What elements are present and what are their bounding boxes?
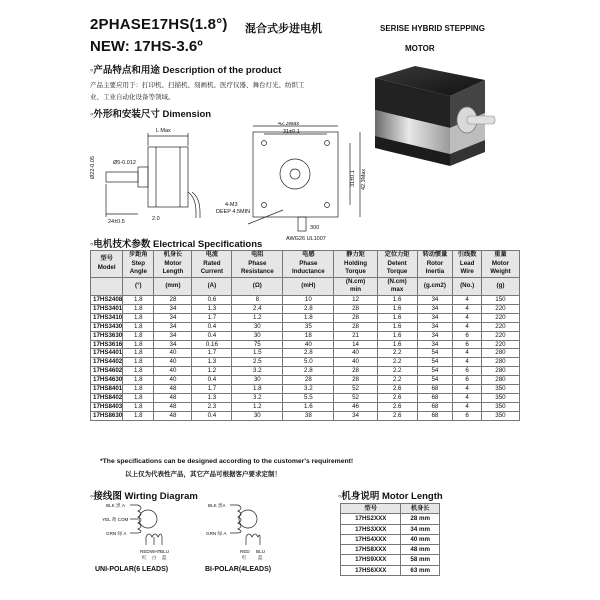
bipolar-caption: BI-POLAR(4LEADS)	[205, 566, 272, 573]
table-cell: 1.8	[123, 411, 154, 420]
table-cell: 1.3	[192, 393, 232, 402]
dim-l-max: L Max	[156, 128, 171, 134]
table-cell: 1.8	[123, 349, 154, 358]
table-cell: 28	[334, 313, 377, 322]
description-heading: ◦产品特点和用途 Description of the product	[90, 65, 282, 76]
table-cell: 1.8	[232, 385, 283, 394]
header-holding-torque: 静力矩 Holding Torque	[334, 251, 377, 278]
table-cell: 1.2	[232, 402, 283, 411]
table-cell: 0.16	[192, 340, 232, 349]
table-cell: 17HS2408	[91, 295, 123, 304]
table-cell: 68	[417, 402, 453, 411]
bullet-icon: ◦	[338, 491, 342, 502]
dim-boss: Ø22-0.05	[90, 156, 96, 179]
table-cell: 28	[334, 322, 377, 331]
table-cell: 28	[334, 304, 377, 313]
table-cell: 17HS4XXX	[341, 534, 401, 544]
bi-label-red-cn: 红	[242, 555, 247, 560]
table-cell: 34	[154, 304, 192, 313]
table-cell: 40	[334, 349, 377, 358]
uni-label-red-cn: 红	[142, 555, 147, 560]
table-cell: 17HS8403	[91, 402, 123, 411]
header-rated-current: 电流 Rated Current	[192, 251, 232, 278]
motor-length-table	[340, 503, 440, 576]
dim-hole-spacing: 31±0.1	[283, 129, 300, 135]
table-row	[91, 340, 520, 349]
uni-label-red: RED	[140, 549, 150, 554]
table-cell: 2.8	[283, 367, 334, 376]
table-cell: 1.8	[283, 313, 334, 322]
table-cell: 1.6	[377, 313, 417, 322]
uni-label-blu: BLU	[160, 549, 169, 554]
spec-table-body	[91, 295, 520, 420]
table-cell: 1.6	[377, 295, 417, 304]
dim-lead: 300	[310, 225, 320, 231]
table-cell: 280	[481, 349, 519, 358]
table-cell: 5.0	[283, 358, 334, 367]
table-cell: 52	[334, 385, 377, 394]
table-cell: 40	[283, 340, 334, 349]
table-cell: 28	[334, 367, 377, 376]
unit-rated-current: (A)	[192, 277, 232, 295]
table-cell: 34	[417, 322, 453, 331]
uni-label-blk: BLK 黑 A	[106, 503, 125, 508]
table-cell: 4	[453, 402, 482, 411]
table-cell: 68	[417, 393, 453, 402]
table-row	[91, 376, 520, 385]
bi-label-blu: BLU	[256, 549, 265, 554]
table-cell: 2.6	[377, 402, 417, 411]
uni-label-wht-cn: 白	[152, 555, 157, 560]
table-cell: 4	[453, 304, 482, 313]
table-cell: 2.6	[377, 393, 417, 402]
table-cell: 17HS9XXX	[341, 555, 401, 565]
title-line-2: NEW: 17HS-3.6º	[90, 38, 203, 55]
table-cell: 220	[481, 322, 519, 331]
table-cell: 3.2	[232, 393, 283, 402]
table-cell: 17HS3630	[91, 331, 123, 340]
table-cell: 1.6	[377, 340, 417, 349]
table-cell: 1.7	[192, 313, 232, 322]
dim-width-max: 42.3Max	[278, 122, 300, 127]
table-cell: 40	[154, 367, 192, 376]
table-cell: 350	[481, 393, 519, 402]
table-cell: 2.5	[232, 358, 283, 367]
motor-label: MOTOR	[405, 44, 435, 53]
table-cell: 350	[481, 402, 519, 411]
dim-wire: AWG26 UL1007	[286, 236, 326, 242]
title-chinese: 混合式步进电机	[245, 23, 322, 35]
table-cell: 150	[481, 295, 519, 304]
table-cell: 34	[417, 295, 453, 304]
unit-step-angle: (°)	[123, 277, 154, 295]
table-row	[341, 555, 440, 565]
table-cell: 18	[283, 331, 334, 340]
series-label: SERISE HYBRID STEPPING	[380, 24, 485, 33]
unit-motor-length: (mm)	[154, 277, 192, 295]
table-cell: 28	[283, 376, 334, 385]
table-cell: 17HS3616	[91, 340, 123, 349]
table-cell: 4	[453, 349, 482, 358]
table-cell: 0.4	[192, 322, 232, 331]
uni-label-grn: GRN 绿 A	[106, 531, 127, 536]
table-cell: 17HS3401	[91, 304, 123, 313]
table-cell: 6	[453, 367, 482, 376]
table-cell: 28 mm	[401, 514, 440, 524]
table-cell: 2.3	[192, 402, 232, 411]
header-motor-length: 机身长 Motor Length	[154, 251, 192, 278]
table-row	[91, 367, 520, 376]
table-row	[91, 331, 520, 340]
table-cell: 1.7	[192, 385, 232, 394]
table-cell: 6	[453, 376, 482, 385]
table-cell: 35	[283, 322, 334, 331]
table-cell: 10	[283, 295, 334, 304]
dim-shaft: Ø5-0.012	[113, 160, 136, 166]
unit-lead-wire: (No.)	[453, 277, 482, 295]
table-cell: 0.6	[192, 295, 232, 304]
bullet-icon: ◦	[90, 491, 94, 502]
description-text: 产品主要应用于：打印机、扫描机、刻画机、医疗仪器、舞台灯光、纺织工业、工业自动化设备等领域。	[90, 82, 305, 101]
table-cell: 1.5	[232, 349, 283, 358]
table-cell: 30	[232, 376, 283, 385]
unit-rotor-inertia: (g.cm2)	[417, 277, 453, 295]
header-detent-torque: 定位力矩 Detent Torque	[377, 251, 417, 278]
table-cell: 54	[417, 349, 453, 358]
dim-two: 2.0	[152, 216, 160, 222]
table-cell: 1.3	[192, 358, 232, 367]
motor-length-heading: ◦机身说明 Motor Length	[338, 491, 443, 502]
table-row	[91, 411, 520, 420]
table-cell: 1.8	[123, 393, 154, 402]
electrical-heading: ◦电机技术参数 Electrical Specifications	[90, 239, 263, 250]
table-cell: 34	[417, 340, 453, 349]
table-cell: 5.5	[283, 393, 334, 402]
table-cell: 12	[334, 295, 377, 304]
bi-label-blk: BLK 黑A	[208, 503, 226, 508]
wiring-diagram	[88, 497, 328, 572]
table-cell: 40	[154, 376, 192, 385]
wiring-heading: ◦接线图 Wirting Diagram	[90, 491, 198, 502]
table-cell: 63 mm	[401, 565, 440, 575]
table-cell: 17HS6XXX	[341, 565, 401, 575]
table-cell: 1.8	[123, 385, 154, 394]
ml-header-model: 型号	[341, 504, 401, 514]
table-cell: 34	[417, 304, 453, 313]
table-cell: 1.6	[377, 331, 417, 340]
table-cell: 220	[481, 313, 519, 322]
spec-unit-row	[91, 277, 520, 295]
table-cell: 48	[154, 385, 192, 394]
header-phase-resistance: 电阻 Phase Resistance	[232, 251, 283, 278]
bullet-icon: ◦	[90, 239, 94, 250]
table-cell: 40	[334, 358, 377, 367]
table-cell: 34	[417, 313, 453, 322]
table-cell: 38	[283, 411, 334, 420]
table-cell: 2.2	[377, 367, 417, 376]
table-cell: 68	[417, 411, 453, 420]
title-line-1: 2PHASE17HS(1.8°)	[90, 16, 228, 33]
header-phase-inductance: 电感 Phase Inductance	[283, 251, 334, 278]
header-rotor-inertia: 转动惯量 Rotor Inertia	[417, 251, 453, 278]
motor-length-header-row	[341, 504, 440, 514]
table-cell: 30	[232, 322, 283, 331]
table-cell: 1.8	[123, 322, 154, 331]
table-cell: 1.8	[123, 367, 154, 376]
table-cell: 34	[154, 313, 192, 322]
dim-boss-len: 24±0.5	[108, 219, 125, 225]
table-row	[91, 358, 520, 367]
table-cell: 0.4	[192, 411, 232, 420]
table-row	[341, 514, 440, 524]
dim-screw: 4-M3	[225, 202, 238, 208]
table-cell: 34	[154, 340, 192, 349]
spec-header-row	[91, 251, 520, 278]
table-cell: 58 mm	[401, 555, 440, 565]
unipolar-caption: UNI-POLAR(6 LEADS)	[95, 566, 169, 573]
table-cell: 34	[154, 322, 192, 331]
table-cell: 17HS8XXX	[341, 545, 401, 555]
table-cell: 17HS4630	[91, 376, 123, 385]
table-cell: 220	[481, 304, 519, 313]
unit-motor-weight: (g)	[481, 277, 519, 295]
table-cell: 2.8	[283, 304, 334, 313]
table-cell: 17HS4602	[91, 367, 123, 376]
table-row	[341, 534, 440, 544]
note-english: *The specifications can be designed according to the customer's requirement!	[100, 458, 354, 465]
table-cell: 2.2	[377, 358, 417, 367]
table-cell: 1.8	[123, 295, 154, 304]
uni-label-yel: YEL 黄 COM	[102, 517, 129, 522]
table-cell: 8	[232, 295, 283, 304]
table-cell: 40 mm	[401, 534, 440, 544]
table-row	[91, 402, 520, 411]
uni-label-wht: WHT	[150, 549, 161, 554]
table-cell: 1.6	[377, 322, 417, 331]
table-cell: 2.6	[377, 411, 417, 420]
table-cell: 28	[154, 295, 192, 304]
table-cell: 40	[154, 358, 192, 367]
table-cell: 17HS4401	[91, 349, 123, 358]
table-cell: 17HS3410	[91, 313, 123, 322]
table-cell: 1.7	[192, 349, 232, 358]
dim-deep: DEEP 4.5MIN	[216, 209, 251, 215]
table-cell: 0.4	[192, 376, 232, 385]
unit-phase-resistance: (Ω)	[232, 277, 283, 295]
table-cell: 17HS2XXX	[341, 514, 401, 524]
electrical-spec-table	[90, 250, 520, 421]
table-cell: 280	[481, 358, 519, 367]
table-cell: 2.6	[377, 385, 417, 394]
table-cell: 17HS3430	[91, 322, 123, 331]
table-cell: 220	[481, 340, 519, 349]
table-cell: 17HS3XXX	[341, 524, 401, 534]
uni-label-blu-cn: 蓝	[162, 555, 167, 560]
table-cell: 4	[453, 313, 482, 322]
table-cell: 68	[417, 385, 453, 394]
table-cell: 54	[417, 376, 453, 385]
table-cell: 1.8	[123, 358, 154, 367]
table-cell: 1.8	[123, 376, 154, 385]
table-cell: 46	[334, 402, 377, 411]
table-cell: 17HS8402	[91, 393, 123, 402]
table-row	[91, 393, 520, 402]
table-cell: 3.2	[232, 367, 283, 376]
table-cell: 48	[154, 411, 192, 420]
table-cell: 1.6	[377, 304, 417, 313]
table-cell: 21	[334, 331, 377, 340]
bi-label-red: RED	[240, 549, 250, 554]
table-cell: 4	[453, 358, 482, 367]
table-cell: 30	[232, 331, 283, 340]
table-row	[91, 322, 520, 331]
ml-header-length: 机身长	[401, 504, 440, 514]
table-row	[341, 524, 440, 534]
table-cell: 350	[481, 385, 519, 394]
table-cell: 1.8	[123, 402, 154, 411]
header-model: 型号 Model	[91, 251, 123, 278]
table-cell: 2.2	[377, 349, 417, 358]
table-cell: 1.6	[283, 402, 334, 411]
table-cell: 48	[154, 393, 192, 402]
header-lead-wire: 引线数 Lead Wire	[453, 251, 482, 278]
table-cell: 350	[481, 411, 519, 420]
unit-phase-inductance: (mH)	[283, 277, 334, 295]
table-cell: 17HS8401	[91, 385, 123, 394]
table-cell: 2.2	[377, 376, 417, 385]
table-cell: 75	[232, 340, 283, 349]
table-cell: 17HS4402	[91, 358, 123, 367]
unit-model	[91, 277, 123, 295]
table-cell: 1.2	[232, 313, 283, 322]
bullet-icon: ◦	[90, 65, 94, 76]
table-cell: 30	[232, 411, 283, 420]
table-row	[91, 304, 520, 313]
dim-hole-spacing-v: 31±0.1	[350, 170, 356, 187]
table-cell: 280	[481, 376, 519, 385]
unit-holding-torque: (N.cm) min	[334, 277, 377, 295]
table-cell: 34 mm	[401, 524, 440, 534]
table-cell: 1.8	[123, 340, 154, 349]
table-cell: 48 mm	[401, 545, 440, 555]
table-cell: 4	[453, 393, 482, 402]
table-cell: 6	[453, 411, 482, 420]
dimension-drawing	[88, 122, 418, 242]
table-row	[91, 313, 520, 322]
table-row	[91, 349, 520, 358]
bi-label-grn: GRN 绿 A	[206, 531, 227, 536]
table-cell: 2.4	[232, 304, 283, 313]
table-row	[341, 565, 440, 575]
table-cell: 1.8	[123, 313, 154, 322]
table-cell: 220	[481, 331, 519, 340]
table-row	[91, 295, 520, 304]
unit-detent-torque: (N.cm) max	[377, 277, 417, 295]
table-cell: 54	[417, 358, 453, 367]
note-chinese: 以上仅为代表性产品，其它产品可根据客户要求定制！	[125, 471, 281, 478]
table-cell: 34	[154, 331, 192, 340]
table-cell: 52	[334, 393, 377, 402]
dimension-heading: ◦外形和安装尺寸 Dimension	[90, 109, 212, 120]
table-cell: 280	[481, 367, 519, 376]
motor-length-body	[341, 514, 440, 576]
table-cell: 40	[154, 349, 192, 358]
table-cell: 3.2	[283, 385, 334, 394]
table-cell: 4	[453, 295, 482, 304]
table-cell: 1.8	[123, 304, 154, 313]
table-cell: 4	[453, 322, 482, 331]
table-cell: 14	[334, 340, 377, 349]
table-cell: 1.2	[192, 367, 232, 376]
header-motor-weight: 重量 Motor Weight	[481, 251, 519, 278]
header-step-angle: 步距角 Step Angle	[123, 251, 154, 278]
table-cell: 34	[417, 331, 453, 340]
table-cell: 6	[453, 340, 482, 349]
dim-height-max: 42.3Max	[361, 168, 367, 190]
table-row	[341, 545, 440, 555]
table-cell: 4	[453, 385, 482, 394]
table-cell: 48	[154, 402, 192, 411]
table-cell: 1.8	[123, 331, 154, 340]
table-row	[91, 385, 520, 394]
table-cell: 54	[417, 367, 453, 376]
bullet-icon: ◦	[90, 109, 94, 120]
table-cell: 28	[334, 376, 377, 385]
bi-label-blu-cn: 蓝	[258, 555, 263, 560]
table-cell: 2.8	[283, 349, 334, 358]
table-cell: 0.4	[192, 331, 232, 340]
table-cell: 17HS8630	[91, 411, 123, 420]
table-cell: 34	[334, 411, 377, 420]
table-cell: 1.3	[192, 304, 232, 313]
table-cell: 6	[453, 331, 482, 340]
